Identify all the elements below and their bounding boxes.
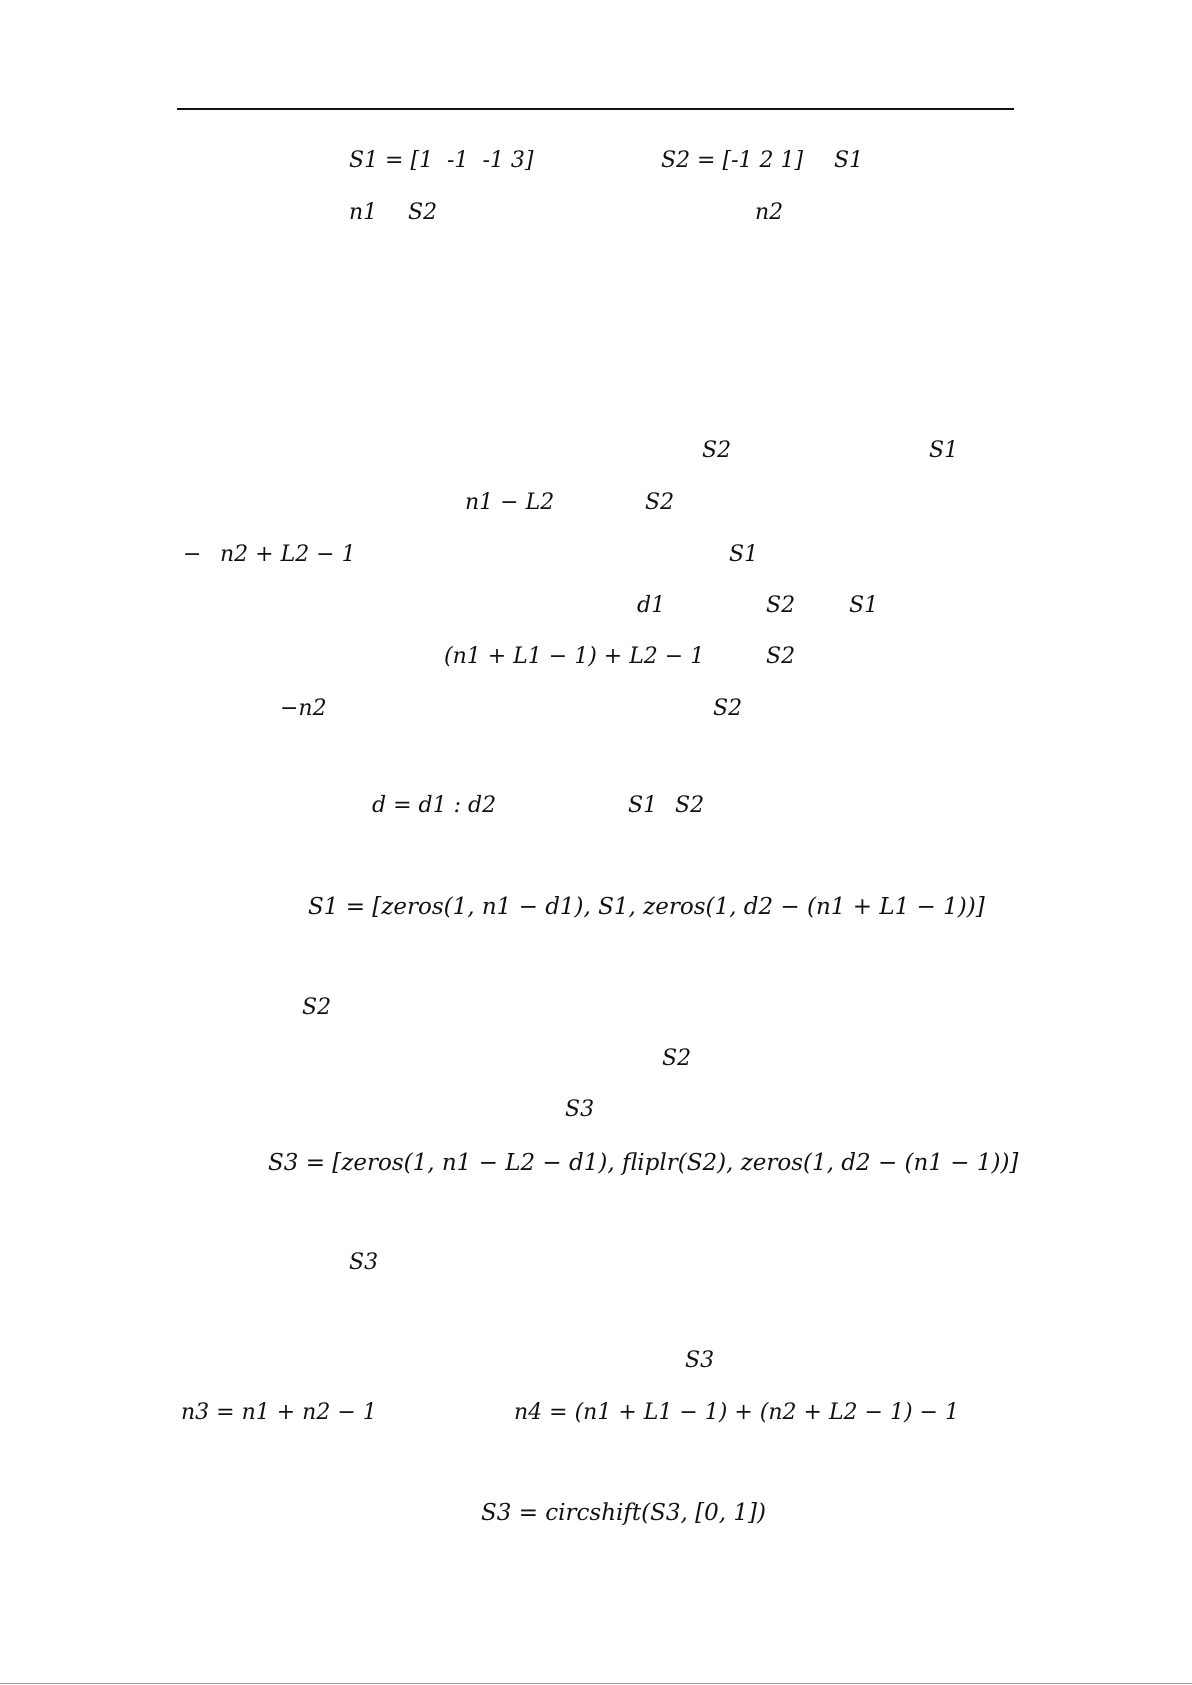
s1-symbol: S1 <box>849 593 879 618</box>
neg-n2: −n2 <box>280 696 327 721</box>
d-range: d = d1 : d2 <box>372 793 497 818</box>
s3-symbol: S3 <box>349 1250 379 1275</box>
n1-minus-l2: n1 − L2 <box>465 490 555 515</box>
s1-reference: S1 <box>834 148 864 173</box>
n2-plus-l2-minus-1: n2 + L2 − 1 <box>220 542 356 567</box>
page-bottom-edge <box>0 1683 1192 1684</box>
s2-symbol: S2 <box>675 793 705 818</box>
dash: − <box>183 542 202 567</box>
d1-symbol: d1 <box>637 593 666 618</box>
equation-circshift: S3 = circshift(S3, [0, 1]) <box>481 1500 766 1526</box>
s3-symbol: S3 <box>685 1348 715 1373</box>
s1-definition: S1 = [1 -1 -1 3] <box>349 148 534 173</box>
s3-symbol: S3 <box>565 1097 595 1122</box>
s1-symbol: S1 <box>929 438 959 463</box>
s2-definition: S2 = [-1 2 1] <box>661 148 804 173</box>
equation-s3-construction: S3 = [zeros(1, n1 − L2 − d1), fliplr(S2), zeros(1, d2 − (n1 − 1))] <box>268 1150 1019 1176</box>
s2-symbol: S2 <box>408 200 438 225</box>
n4-equation: n4 = (n1 + L1 − 1) + (n2 + L2 − 1) − 1 <box>514 1400 959 1425</box>
s2-symbol: S2 <box>302 995 332 1020</box>
n1-symbol: n1 <box>349 200 378 225</box>
n3-equation: n3 = n1 + n2 − 1 <box>181 1400 377 1425</box>
s2-symbol: S2 <box>645 490 675 515</box>
s2-symbol: S2 <box>662 1046 692 1071</box>
s1-symbol: S1 <box>628 793 658 818</box>
equation-s1-padding: S1 = [zeros(1, n1 − d1), S1, zeros(1, d2 − (n1 + L1 − 1))] <box>308 894 985 920</box>
upper-bound-expression: (n1 + L1 − 1) + L2 − 1 <box>444 644 705 669</box>
s2-symbol: S2 <box>766 644 796 669</box>
s2-symbol: S2 <box>766 593 796 618</box>
header-rule <box>177 108 1014 110</box>
s2-symbol: S2 <box>713 696 743 721</box>
s2-symbol: S2 <box>702 438 732 463</box>
s1-symbol: S1 <box>729 542 759 567</box>
n2-symbol: n2 <box>755 200 784 225</box>
